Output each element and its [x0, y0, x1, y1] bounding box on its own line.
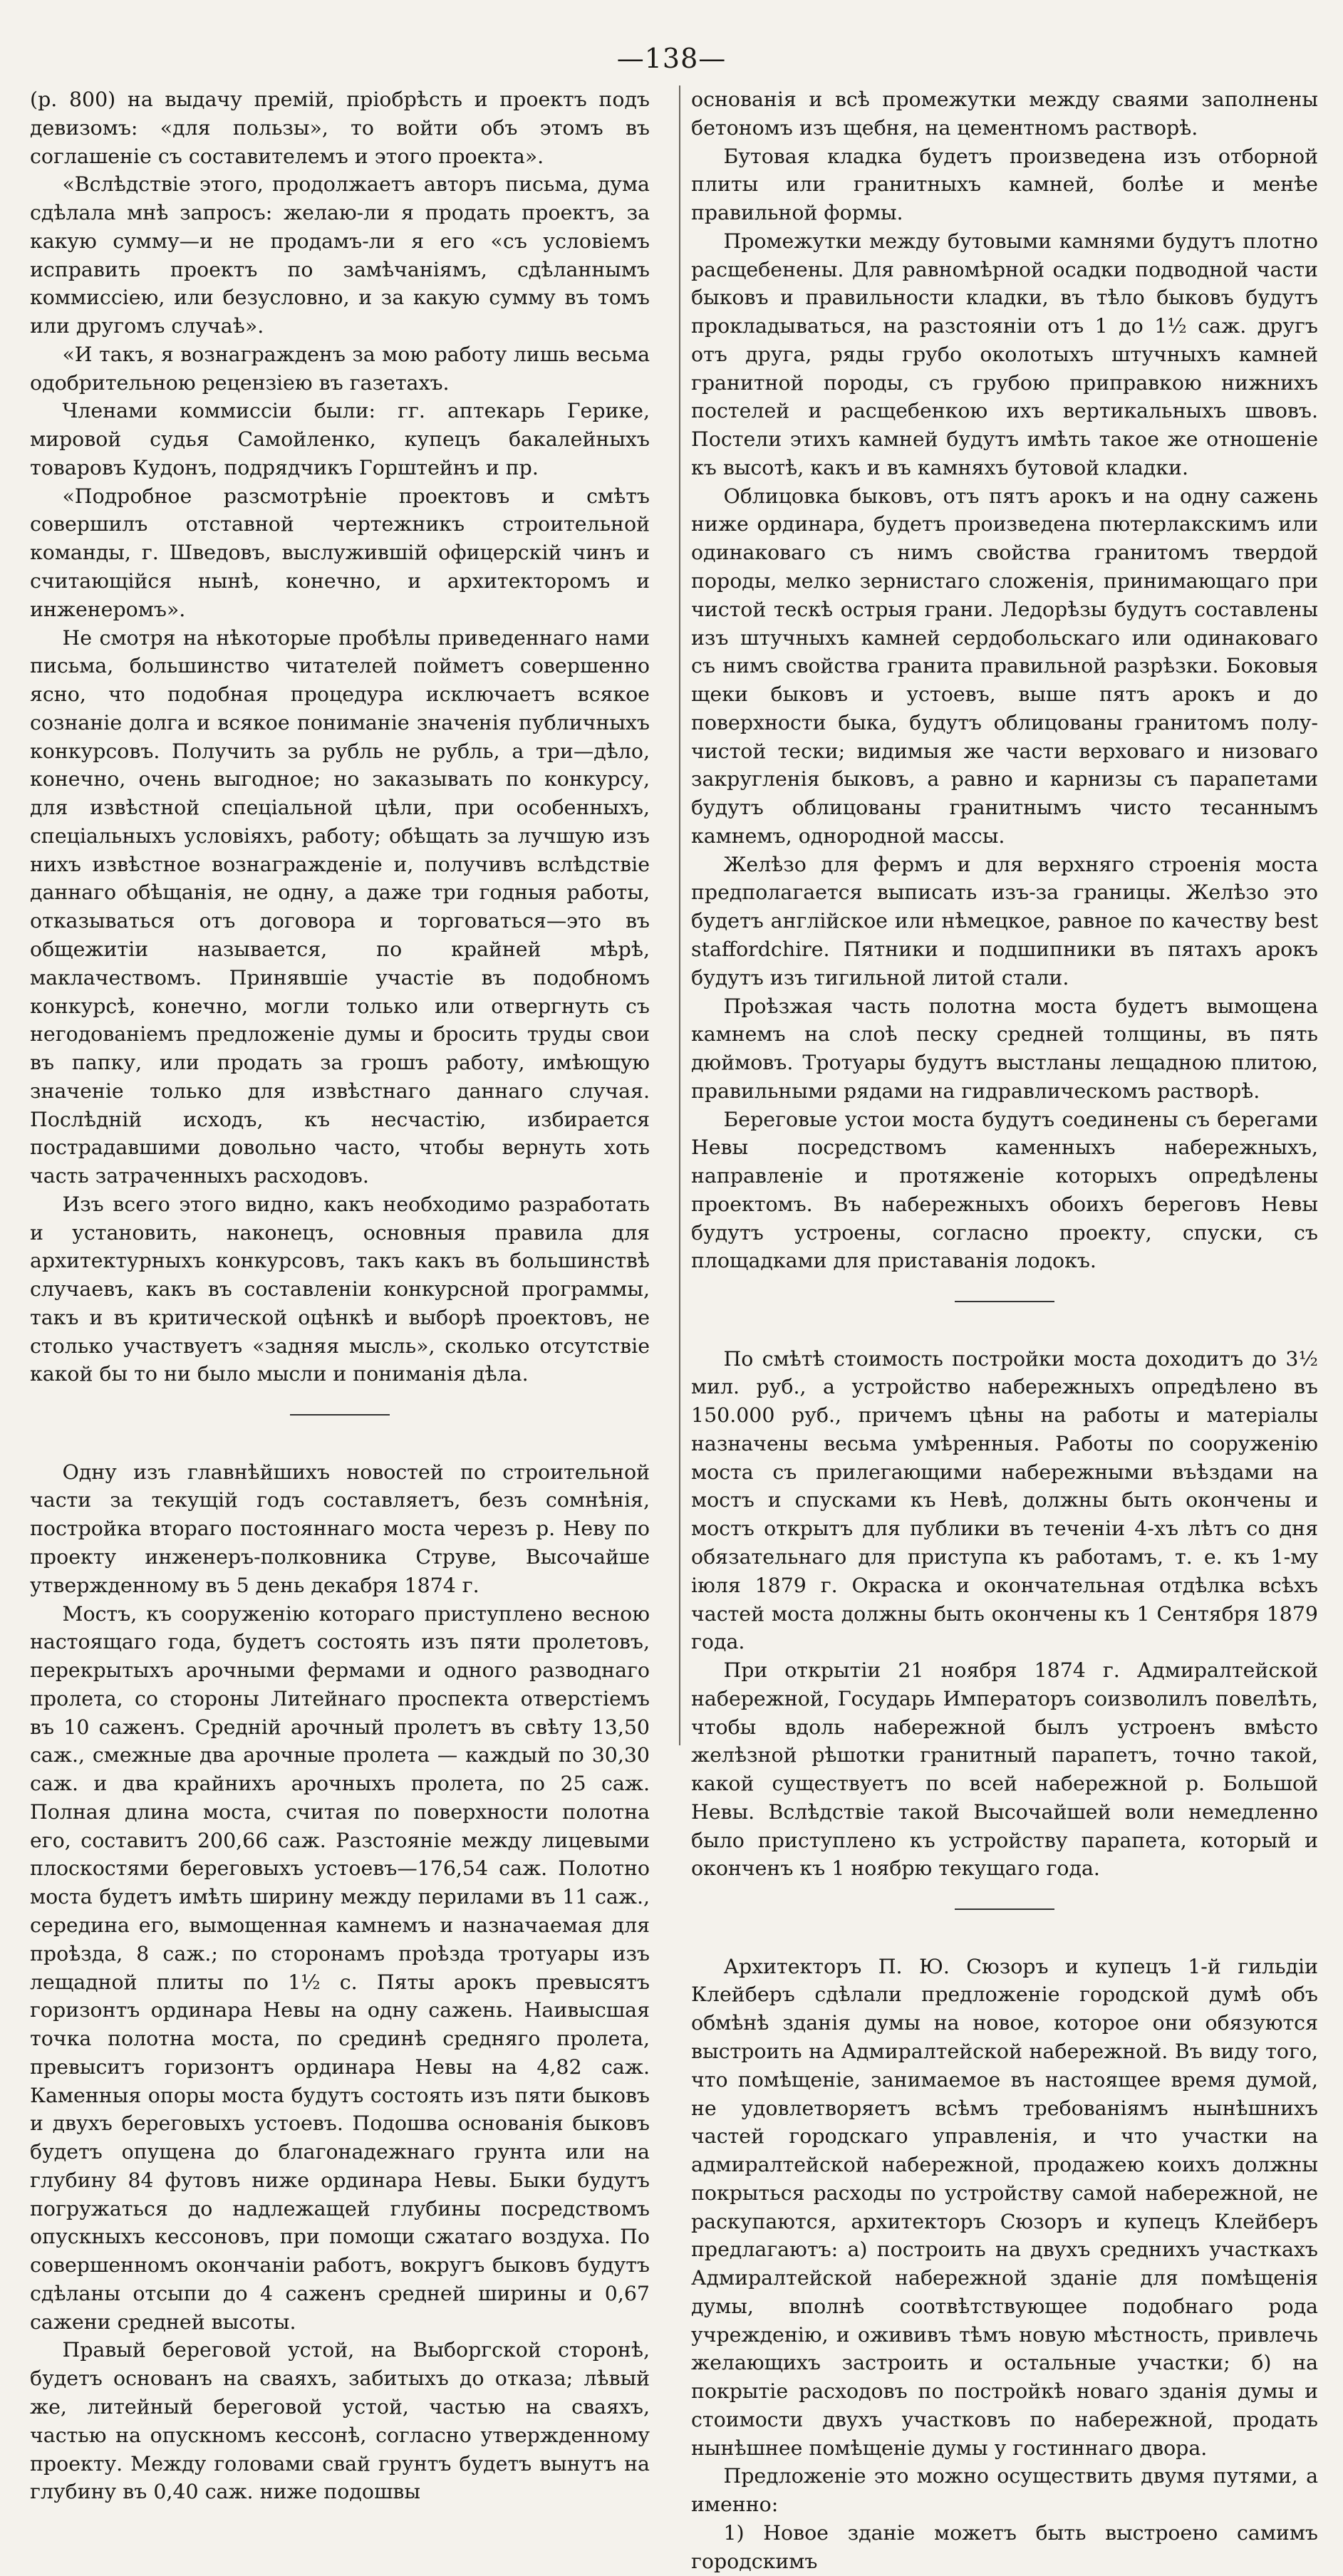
paragraph: Не смотря на нѣкоторые пробѣлы приведеннаго нами письма, большинство читателей пойметъ совершенно ясно, что подобная процедура исключаетъ всякое сознаніе долга и всякое пониманіе значенія публичныхъ конкурсовъ. Получить за рубль не рубль, а три—дѣло, конечно, очень выгодное; но заказывать по конкурсу, для извѣстной спеціальной цѣли, при особенныхъ, спеціальныхъ условіяхъ, работу; обѣщать за лучшую изъ нихъ извѣстное вознагражденіе и, получивъ вслѣдствіе даннаго обѣщанія, не одну, а даже три годныя работы, отказываться отъ договора и торговаться—это въ общежитіи называется, по крайней мѣрѣ, маклачествомъ. Принявшіе участіе въ подобномъ конкурсѣ, конечно, могли только или отвергнуть съ негодованіемъ предложеніе думы и бросить труды свои въ папку, или продать за грошъ работу, имѣющую значеніе только для извѣстнаго даннаго случая. Послѣдній исходъ, къ несчастію, избирается пострадавшими довольно часто, чтобы вернуть хоть часть затраченныхъ расходовъ.	[30, 625, 650, 1188]
right-column	[691, 85, 1318, 2576]
paragraph: (р. 800) на выдачу премій, пріобрѣсть и проектъ подъ девизомъ: «для пользы», то войти объ этомъ въ соглашеніе съ составителемъ и этого проекта».	[30, 88, 650, 168]
paragraph: Проѣзжая часть полотна моста будетъ вымощена камнемъ на слоѣ песку средней толщины, въ пять дюймовъ. Тротуары будутъ выстланы лещадною плитою, правильными рядами на гидравлическомъ растворѣ.	[691, 994, 1318, 1103]
paragraph: 1) Новое зданіе можетъ быть выстроено самимъ городскимъ	[691, 2521, 1318, 2573]
paragraph: Одну изъ главнѣйшихъ новостей по строительной части за текущій годъ составляетъ, безъ сомнѣнія, постройка втораго постояннаго моста черезъ р. Неву по проекту инженеръ-полковника Струве, Высочайше утвержденному въ 5 день декабря 1874 г.	[30, 1460, 650, 1597]
paragraph: Членами коммиссіи были: гг. аптекарь Герике, мировой судья Самойленко, купецъ бакалейныхъ товаровъ Кудонъ, подрядчикъ Горштейнъ и пр.	[30, 399, 650, 479]
paragraph: При открытіи 21 ноября 1874 г. Адмиралтейской набережной, Государь Императоръ соизволилъ повелѣть, чтобы вдоль набережной былъ устроенъ вмѣсто желѣзной рѣшотки гранитный парапетъ, точно такой, какой существуетъ по всей набережной р. Большой Невы. Вслѣдствіе такой Высочайшей воли немедленно было приступлено къ устройству парапета, который и оконченъ къ 1 ноябрю текущаго года.	[691, 1658, 1318, 1881]
column-rule	[679, 85, 680, 1745]
paragraph: Изъ всего этого видно, какъ необходимо разработать и установить, наконецъ, основныя правила для архитектурныхъ конкурсовъ, такъ какъ въ большинствѣ случаевъ, какъ въ составленіи конкурсной программы, такъ и въ критической оцѣнкѣ и выборѣ проектовъ, не столько участвуетъ «задняя мысль», сколько отсутствіе какой бы то ни было мысли и пониманія дѣла.	[30, 1192, 650, 1386]
paragraph: основанія и всѣ промежутки между сваями заполнены бетономъ изъ щебня, на цементномъ растворѣ.	[691, 88, 1318, 140]
section-divider	[955, 1908, 1054, 1910]
paragraph: «Подробное разсмотрѣніе проектовъ и смѣтъ совершилъ отставной чертежникъ строительной команды, г. Шведовъ, выслужившій офицерскій чинъ и считающійся нынѣ, конечно, и архитекторомъ и инженеромъ».	[30, 484, 650, 621]
paragraph: Облицовка быковъ, отъ пятъ арокъ и на одну сажень ниже ординара, будетъ произведена пютерлакскимъ или одинаковаго съ нимъ свойства гранитомъ твердой породы, мелко зернистаго сложенія, принимающаго при чистой тескѣ острыя грани. Ледорѣзы будутъ составлены изъ штучныхъ камней сердобольскаго или одинаковаго съ нимъ свойства гранита правильной разрѣзки. Боковыя щеки быковъ и устоевъ, выше пятъ арокъ и до поверхности быка, будутъ облицованы гранитомъ полу-чистой тески; видимыя же части верховаго и низоваго закругленія быковъ, а равно и карнизы съ парапетами будутъ облицованы гранитнымъ чисто тесаннымъ камнемъ, однородной массы.	[691, 484, 1318, 848]
section-divider	[290, 1414, 390, 1416]
paragraph: По смѣтѣ стоимость постройки моста доходитъ до 3½ мил. руб., а устройство набережныхъ опредѣлено въ 150.000 руб., причемъ цѣны на работы и матеріалы назначены весьма умѣренныя. Работы по сооруженію моста съ прилегающими набережными въѣздами на мостъ и спусками къ Невѣ, должны быть окончены и мостъ открытъ для публики въ теченіи 4-хъ лѣтъ со дня обязательнаго для приступа къ работамъ, т. е. къ 1-му іюля 1879 г. Окраска и окончательная отдѣлка всѣхъ частей моста должны быть окончены къ 1 Сентября 1879 года.	[691, 1346, 1318, 1654]
paragraph: «Вслѣдствіе этого, продолжаетъ авторъ письма, дума сдѣлала мнѣ запросъ: желаю-ли я продать проектъ, за какую сумму—и не продамъ-ли я его «съ условіемъ исправить проектъ по замѣчаніямъ, сдѣланнымъ коммиссіею, или безусловно, и за какую сумму въ томъ или другомъ случаѣ».	[30, 172, 650, 338]
paragraph: «И такъ, я вознагражденъ за мою работу лишь весьма одобрительною рецензіею въ газетахъ.	[30, 342, 650, 395]
paragraph: Желѣзо для фермъ и для верхняго строенія моста предполагается выписать изъ-за границы. Желѣзо это будетъ англійское или нѣмецкое, равное по качеству best staffordchire. Пятники и подшипники въ пятахъ арокъ будутъ изъ тигильной литой стали.	[691, 852, 1318, 990]
paragraph: Правый береговой устой, на Выборгской сторонѣ, будетъ основанъ на сваяхъ, забитыхъ до отказа; лѣвый же, литейный береговой устой, частью на сваяхъ, частью на опускномъ кессонѣ, согласно утвержденному проекту. Между головами свай грунтъ будетъ вынутъ на глубину въ 0,40 саж. ниже подошвы	[30, 2338, 650, 2504]
paragraph: Промежутки между бутовыми камнями будутъ плотно расщебенены. Для равномѣрной осадки подводной части быковъ и правильности кладки, въ тѣло быковъ будутъ прокладываться, на разстояніи отъ 1 до 1½ саж. другъ отъ друга, ряды грубо околотыхъ штучныхъ камней гранитной породы, съ грубою приправкою нижнихъ постелей и расщебенкою ихъ вертикальныхъ швовъ. Постели этихъ камней будутъ имѣть такое же отношеніе къ высотѣ, какъ и въ камняхъ бутовой кладки.	[691, 229, 1318, 479]
paragraph: Бутовая кладка будетъ произведена изъ отборной плиты или гранитныхъ камней, болѣе и менѣе правильной формы.	[691, 144, 1318, 225]
page-number: —138—	[616, 43, 727, 74]
paragraph: Архитекторъ П. Ю. Сюзоръ и купецъ 1-й гильдіи Клейберъ сдѣлали предложеніе городской думѣ объ обмѣнѣ зданія думы на новое, которое они обязуются выстроить на Адмиралтейской набережной. Въ виду того, что помѣщеніе, занимаемое въ настоящее время думой, не удовлетворяетъ всѣмъ требованіямъ нынѣшнихъ частей городскаго управленія, и что участки на адмиралтейской набережной, продажею коихъ должны покрыться расходы по устройству самой набережной, не раскупаются, архитекторъ Сюзоръ и купецъ Клейберъ предлагаютъ: а) построить на двухъ среднихъ участкахъ Адмиралтейской набережной зданіе для помѣщенія думы, вполнѣ соотвѣтствующее подобнаго рода учрежденію, и ожививъ тѣмъ новую мѣстность, привлечь желающихъ застроить и остальные участки; б) на покрытіе расходовъ по постройкѣ новаго зданія думы и стоимости двухъ участковъ по набережной, продать нынѣшнее помѣщеніе думы у гостиннаго двора.	[691, 1954, 1318, 2460]
paragraph: Предложеніе это можно осуществить двумя путями, а именно:	[691, 2464, 1318, 2517]
paragraph: Береговые устои моста будутъ соединены съ берегами Невы посредствомъ каменныхъ набережныхъ, направленіе и протяженіе которыхъ опредѣлены проектомъ. Въ набережныхъ обоихъ береговъ Невы будутъ устроены, согласно проекту, спуски, съ площадками для приставанія лодокъ.	[691, 1107, 1318, 1273]
left-column	[30, 85, 650, 2506]
section-divider	[955, 1301, 1054, 1302]
paragraph: Мостъ, къ сооруженію котораго приступлено весною настоящаго года, будетъ состоять изъ пяти пролетовъ, перекрытыхъ арочными фермами и одного разводнаго пролета, со стороны Литейнаго проспекта отверстіемъ въ 10 саженъ. Средній арочный пролетъ въ свѣту 13,50 саж., смежные два арочные пролета — каждый по 30,30 саж. и два крайнихъ арочныхъ пролета, по 25 саж. Полная длина моста, считая по поверхности полотна его, составитъ 200,66 саж. Разстояніе между лицевыми плоскостями береговыхъ устоевъ—176,54 саж. Полотно моста будетъ имѣть ширину между перилами въ 11 саж., середина его, вымощенная камнемъ и назначаемая для проѣзда, 8 саж.; по сторонамъ проѣзда тротуары изъ лещадной плиты по 1½ с. Пяты арокъ превысятъ горизонтъ ординара Невы на одну сажень. Наивысшая точка полотна моста, по срединѣ средняго пролета, превыситъ горизонтъ ординара Невы на 4,82 саж. Каменныя опоры моста будутъ состоять изъ пяти быковъ и двухъ береговыхъ устоевъ. Подошва основанія быковъ будетъ опущена до благонадежнаго грунта или на глубину 84 футовъ ниже ординара Невы. Быки будутъ погружаться до надлежащей глубины посредствомъ опускныхъ кессоновъ, при помощи сжатаго воздуха. По совершенномъ окончаніи работъ, вокругъ быковъ будутъ сдѣланы отсыпи до 4 саженъ средней ширины и 0,67 сажени средней высоты.	[30, 1601, 650, 2334]
